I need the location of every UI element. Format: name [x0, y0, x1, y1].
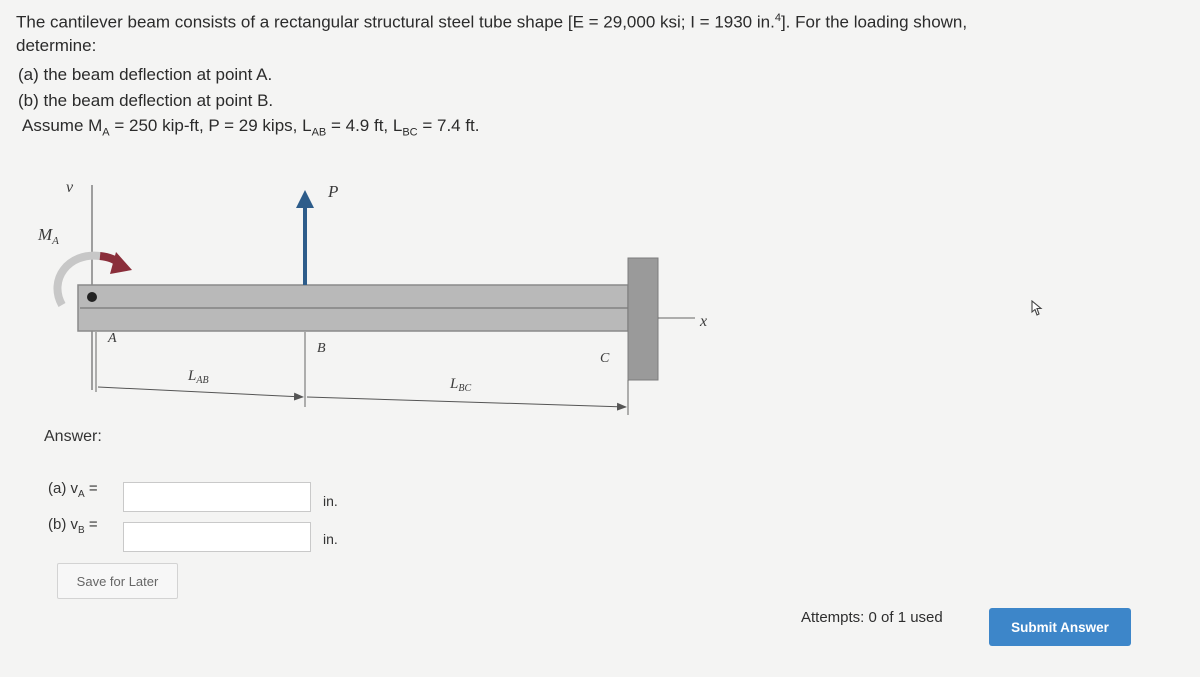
x-axis-label: x — [700, 313, 708, 330]
va-unit: in. — [323, 493, 338, 509]
lbc-subscript: BC — [402, 126, 418, 139]
va-equals: = — [84, 480, 98, 497]
assume-values-2: = 4.9 ft, L — [326, 116, 403, 135]
problem-line-2: determine: — [16, 36, 97, 55]
save-for-later-button[interactable]: Save for Later — [57, 563, 178, 599]
problem-assumptions — [22, 116, 480, 142]
vb-equals: = — [84, 516, 98, 533]
exponent: 4 — [774, 12, 781, 24]
vb-unit: in. — [323, 531, 338, 547]
dim-lab-label: $L_{AB}$ — [188, 368, 209, 386]
dim-lab-line — [98, 387, 303, 397]
point-b-label: B — [317, 341, 326, 356]
problem-line-1 — [16, 8, 967, 33]
ma-subscript: A — [102, 126, 110, 139]
assume-values-3: = 7.4 ft. — [417, 116, 480, 135]
answer-heading: Answer: — [44, 428, 102, 445]
submit-answer-button[interactable]: Submit Answer — [989, 608, 1131, 646]
vb-label — [48, 516, 98, 536]
vb-label-text: (b) v — [48, 516, 78, 533]
lab-subscript: AB — [311, 126, 327, 139]
vb-answer-input[interactable] — [123, 522, 311, 552]
assume-text: Assume M — [22, 116, 103, 135]
dim-lbc-label: $L_{BC}$ — [450, 376, 472, 394]
force-p-label: P — [328, 182, 339, 201]
problem-part-a: (a) the beam deflection at point A. — [18, 65, 273, 84]
v-axis-label: v — [66, 179, 74, 196]
moment-label: $M_A$ — [38, 225, 59, 247]
dim-lbc-line — [307, 397, 626, 407]
cursor-icon — [1027, 300, 1043, 318]
va-label — [48, 480, 98, 500]
problem-part-b: (b) the beam deflection at point B. — [18, 91, 274, 110]
point-c-label: C — [600, 351, 610, 366]
problem-text: The cantilever beam consists of a rectangular structural steel tube shape [E = 29,000 ksi; I = 1930 in. — [16, 12, 775, 32]
va-label-text: (a) v — [48, 480, 78, 497]
point-a-label: A — [108, 331, 117, 346]
attempts-text: Attempts: 0 of 1 used — [801, 609, 943, 626]
fixed-support-wall — [628, 258, 658, 380]
va-subscript: A — [78, 489, 85, 500]
problem-text-end: ]. For the loading shown, — [780, 12, 968, 32]
va-answer-input[interactable] — [123, 482, 311, 512]
assume-values-1: = 250 kip-ft, P = 29 kips, L — [109, 116, 312, 135]
vb-subscript: B — [78, 525, 85, 536]
force-p-arrowhead — [296, 190, 314, 208]
point-a-dot — [87, 292, 97, 302]
beam-diagram — [0, 160, 760, 430]
